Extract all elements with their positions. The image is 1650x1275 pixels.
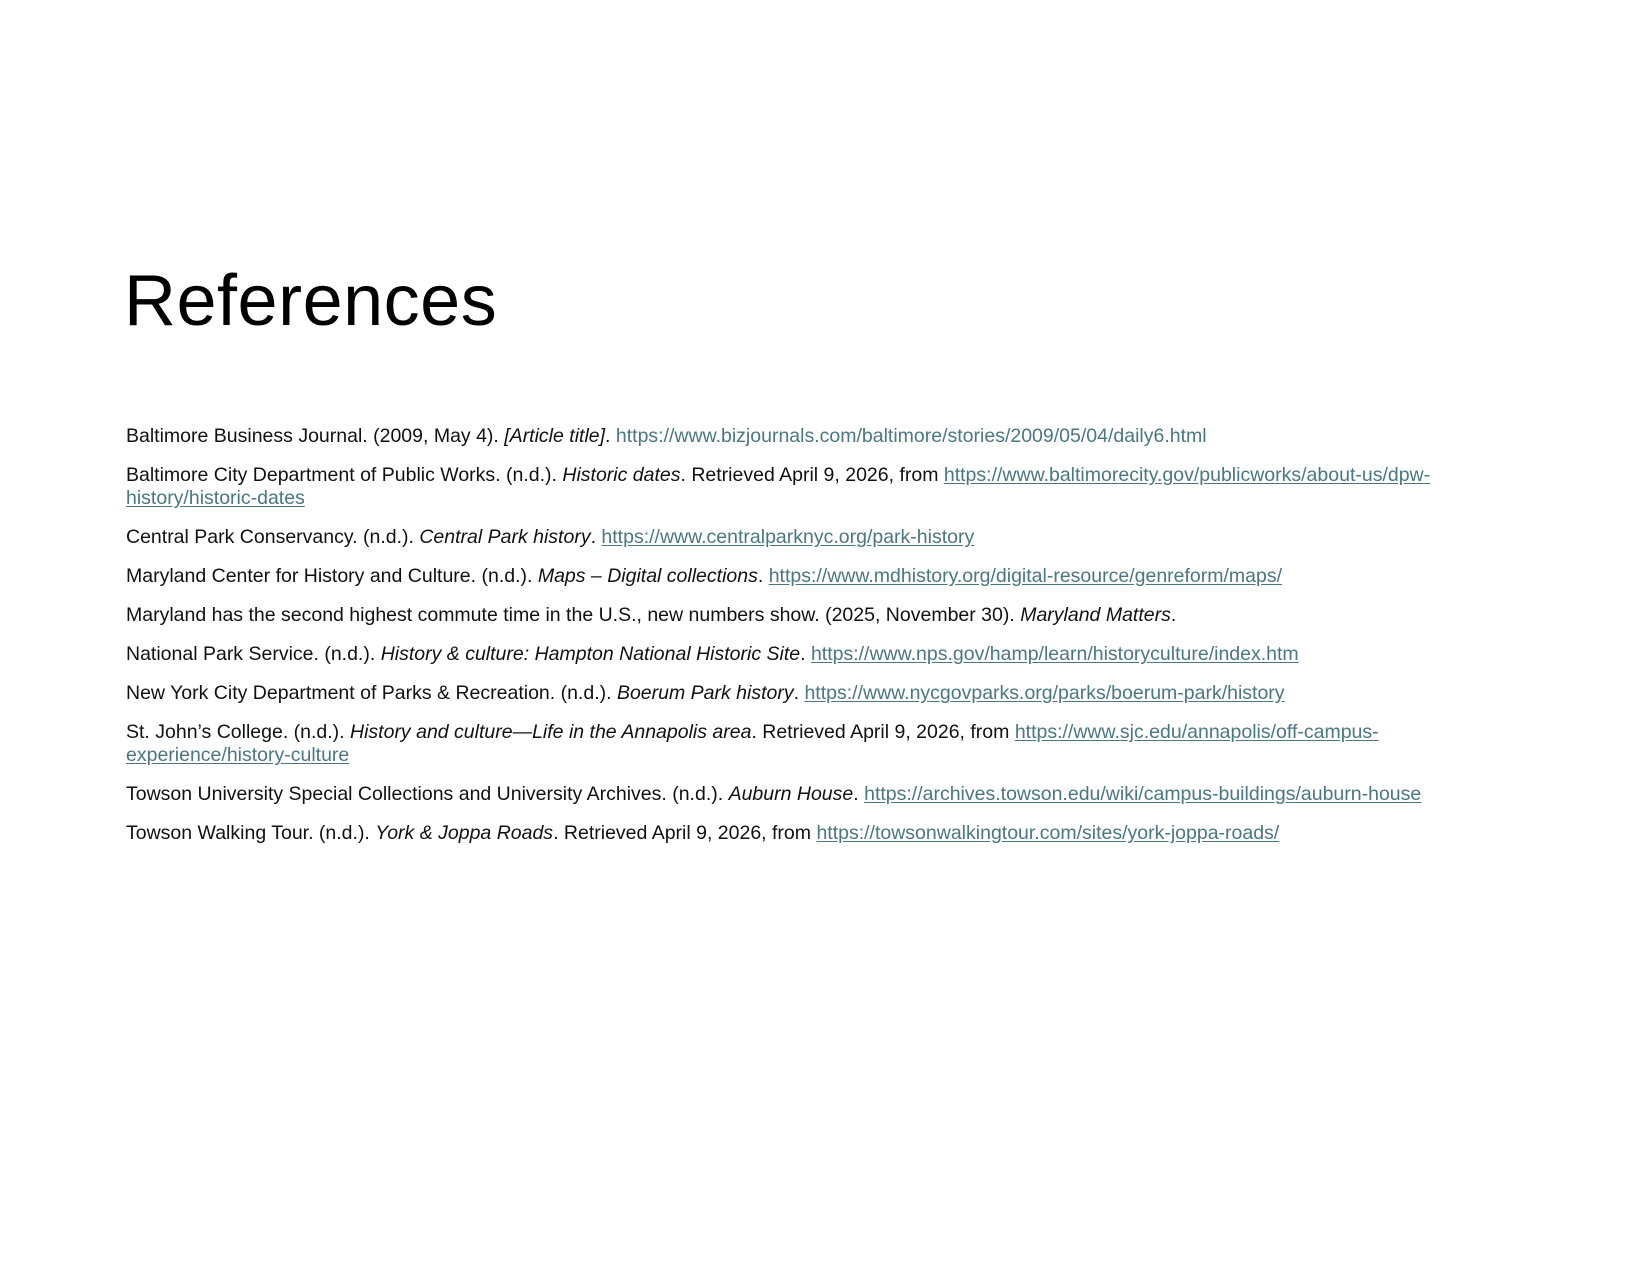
page-title: References (124, 261, 498, 341)
reference-link[interactable]: https://www.baltimorecity.gov/publicworks/about-us/dpw-history/historic-dates (126, 464, 1431, 509)
reference-link[interactable]: https://www.sjc.edu/annapolis/off-campus-experience/history-culture (126, 721, 1379, 766)
reference-item (126, 604, 1526, 627)
reference-after: . Retrieved April 9, 2026, from (751, 721, 1015, 743)
reference-link[interactable]: https://www.nps.gov/hamp/learn/historyculture/index.htm (810, 643, 1299, 665)
reference-after: . (793, 682, 805, 704)
reference-after: . Retrieved April 9, 2026, from (680, 464, 944, 486)
reference-author: Baltimore Business Journal. (2009, May 4). (126, 425, 505, 447)
reference-title: Historic dates (562, 464, 681, 486)
reference-after: . (1170, 604, 1177, 626)
reference-list (126, 425, 1526, 861)
reference-item (126, 643, 1526, 666)
reference-author: Maryland has the second highest commute time in the U.S., new numbers show. (2025, November 30). (126, 604, 1021, 626)
reference-link[interactable]: https://towsonwalkingtour.com/sites/york-joppa-roads/ (816, 822, 1280, 844)
reference-item (126, 526, 1526, 549)
reference-author: National Park Service. (n.d.). (126, 643, 381, 665)
reference-author: Central Park Conservancy. (n.d.). (126, 526, 420, 548)
reference-title: Central Park history (419, 526, 591, 548)
reference-title: History & culture: Hampton National Historic Site (380, 643, 801, 665)
reference-after: . (800, 643, 811, 665)
reference-title: Auburn House (728, 783, 854, 805)
reference-author: Baltimore City Department of Public Works. (n.d.). (126, 464, 563, 486)
reference-author: New York City Department of Parks & Recreation. (n.d.). (126, 682, 617, 704)
reference-author: Maryland Center for History and Culture. (n.d.). (126, 565, 538, 587)
reference-item (126, 822, 1526, 845)
reference-title: Maryland Matters (1020, 604, 1171, 626)
reference-author: St. John’s College. (n.d.). (126, 721, 351, 743)
reference-title: Boerum Park history (616, 682, 794, 704)
reference-after: . Retrieved April 9, 2026, from (553, 822, 817, 844)
reference-author: Towson Walking Tour. (n.d.). (126, 822, 376, 844)
reference-item (126, 783, 1526, 806)
reference-after: . (757, 565, 769, 587)
reference-link[interactable]: https://www.centralparknyc.org/park-history (601, 526, 975, 548)
reference-link[interactable]: https://www.nycgovparks.org/parks/boerum-park/history (804, 682, 1285, 704)
reference-item (126, 425, 1526, 448)
reference-link[interactable]: https://archives.towson.edu/wiki/campus-buildings/auburn-house (864, 783, 1422, 805)
reference-after: . (590, 526, 602, 548)
reference-after: . (853, 783, 865, 805)
reference-item (126, 682, 1526, 705)
reference-title: Maps – Digital collections (537, 565, 758, 587)
reference-item (126, 464, 1526, 510)
reference-link[interactable]: https://www.mdhistory.org/digital-resource/genreform/maps/ (768, 565, 1283, 587)
reference-title: [Article title] (504, 425, 606, 447)
reference-item (126, 721, 1526, 767)
reference-after: . (605, 425, 616, 447)
reference-link[interactable]: https://www.bizjournals.com/baltimore/stories/2009/05/04/daily6.html (615, 425, 1207, 447)
reference-author: Towson University Special Collections and University Archives. (n.d.). (126, 783, 729, 805)
reference-item (126, 565, 1526, 588)
reference-title: History and culture—Life in the Annapolis area (350, 721, 752, 743)
reference-title: York & Joppa Roads (375, 822, 554, 844)
